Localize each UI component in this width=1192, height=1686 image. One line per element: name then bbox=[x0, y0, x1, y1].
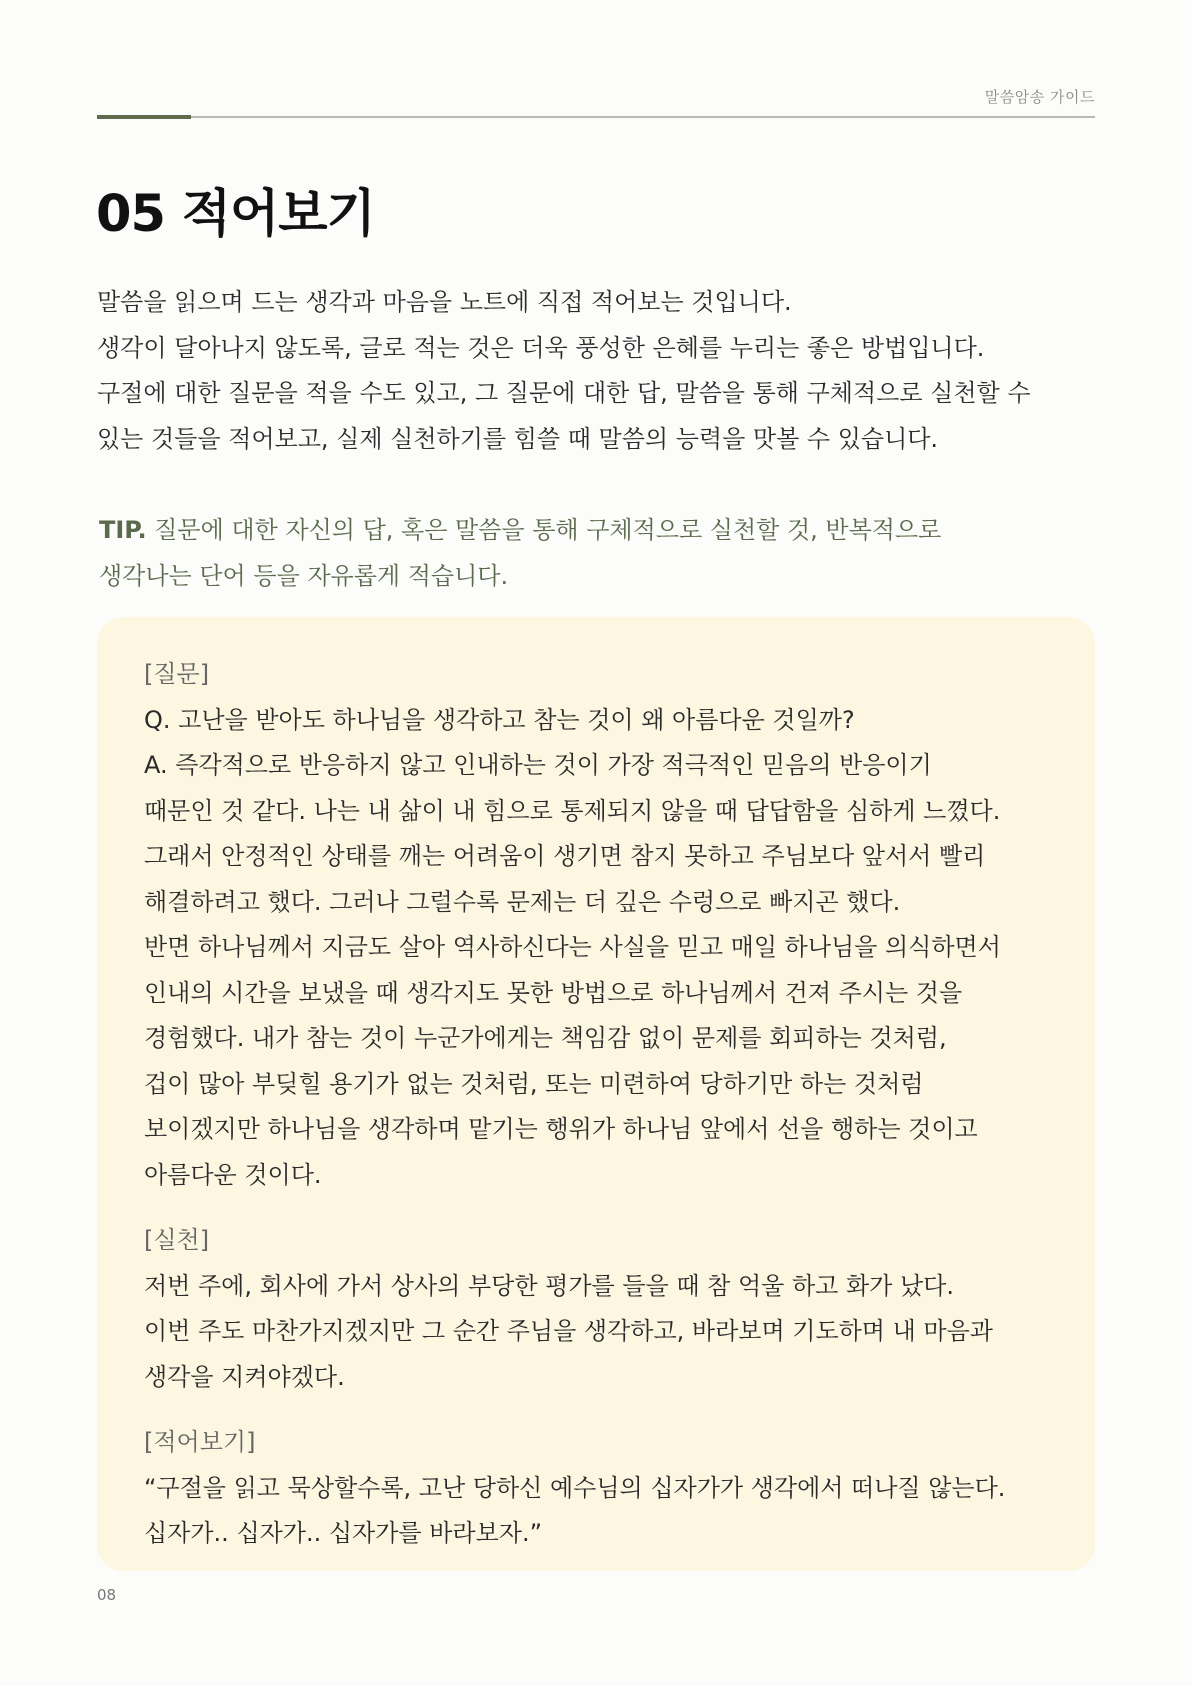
tip-line bbox=[99, 508, 1089, 554]
header-label: 말씀암송 가이드 bbox=[984, 88, 1095, 106]
tip-line: 생각나는 단어 등을 자유롭게 적습니다. bbox=[99, 561, 509, 590]
tip-text: 질문에 대한 자신의 답, 혹은 말씀을 통해 구체적으로 실천할 것, 반복적으로 bbox=[146, 516, 942, 544]
note-line: 경험했다. 내가 참는 것이 누군가에게는 책임감 없이 문제를 회피하는 것처럼, bbox=[144, 1024, 947, 1052]
note-line: 겁이 많아 부딪힐 용기가 없는 것처럼, 또는 미련하여 당하기만 하는 것처럼 bbox=[144, 1069, 924, 1098]
note-line: 생각을 지켜야겠다. bbox=[144, 1362, 345, 1391]
intro-line: 구절에 대한 질문을 적을 수도 있고, 그 질문에 대한 답, 말씀을 통해 구체적으로 실천할 수 bbox=[97, 379, 1031, 407]
writing-heading: [적어보기] bbox=[144, 1428, 256, 1456]
intro-line: 있는 것들을 적어보고, 실제 실천하기를 힘쓸 때 말씀의 능력을 맛볼 수 있습니다. bbox=[97, 424, 939, 453]
section-gap bbox=[144, 1400, 1064, 1420]
tip-block bbox=[99, 508, 1089, 599]
header-rule bbox=[97, 116, 1095, 118]
note-line: 십자가.. 십자가.. 십자가를 바라보자.” bbox=[144, 1519, 543, 1547]
note-line: A. 즉각적으로 반응하지 않고 인내하는 것이 가장 적극적인 믿음의 반응이기 bbox=[144, 751, 932, 779]
intro-line: 생각이 달아나지 않도록, 글로 적는 것은 더욱 풍성한 은혜를 누리는 좋은 방법입니다. bbox=[97, 333, 985, 362]
intro-text bbox=[97, 280, 1107, 462]
note-line: 그래서 안정적인 상태를 깨는 어려움이 생기면 참지 못하고 주님보다 앞서서 빨리 bbox=[144, 842, 986, 870]
note-line: 아름다운 것이다. bbox=[144, 1160, 322, 1189]
note-line: 이번 주도 마찬가지겠지만 그 순간 주님을 생각하고, 바라보며 기도하며 내 마음과 bbox=[144, 1317, 993, 1345]
note-content bbox=[144, 652, 1064, 1557]
note-line: Q. 고난을 받아도 하나님을 생각하고 참는 것이 왜 아름다운 것일까? bbox=[144, 705, 855, 734]
note-line: 저번 주에, 회사에 가서 상사의 부당한 평가를 들을 때 참 억울 하고 화가 났다. bbox=[144, 1271, 954, 1300]
page-number: 08 bbox=[97, 1586, 117, 1604]
intro-line: 말씀을 읽으며 드는 생각과 마음을 노트에 직접 적어보는 것입니다. bbox=[97, 288, 792, 316]
question-heading: [질문] bbox=[144, 660, 210, 688]
note-line: 때문인 것 같다. 나는 내 삶이 내 힘으로 통제되지 않을 때 답답함을 심하게 느꼈다. bbox=[144, 796, 1001, 825]
page-title: 05 적어보기 bbox=[96, 185, 375, 244]
note-line: 보이겠지만 하나님을 생각하며 맡기는 행위가 하나님 앞에서 선을 행하는 것이고 bbox=[144, 1115, 978, 1143]
note-line: “구절을 읽고 묵상할수록, 고난 당하신 예수님의 십자가가 생각에서 떠나질 않는다. bbox=[144, 1473, 1006, 1502]
note-box bbox=[97, 617, 1095, 1571]
note-line: 해결하려고 했다. 그러나 그럴수록 문제는 더 깊은 수렁으로 빠지곤 했다. bbox=[144, 887, 901, 916]
note-line: 반면 하나님께서 지금도 살아 역사하신다는 사실을 믿고 매일 하나님을 의식하면서 bbox=[144, 933, 1001, 961]
practice-heading: [실천] bbox=[144, 1226, 210, 1254]
tip-label: TIP. bbox=[99, 516, 147, 544]
section-gap bbox=[144, 1198, 1064, 1218]
note-line: 인내의 시간을 보냈을 때 생각지도 못한 방법으로 하나님께서 건져 주시는 것을 bbox=[144, 978, 963, 1007]
header-rule-accent bbox=[97, 115, 191, 119]
